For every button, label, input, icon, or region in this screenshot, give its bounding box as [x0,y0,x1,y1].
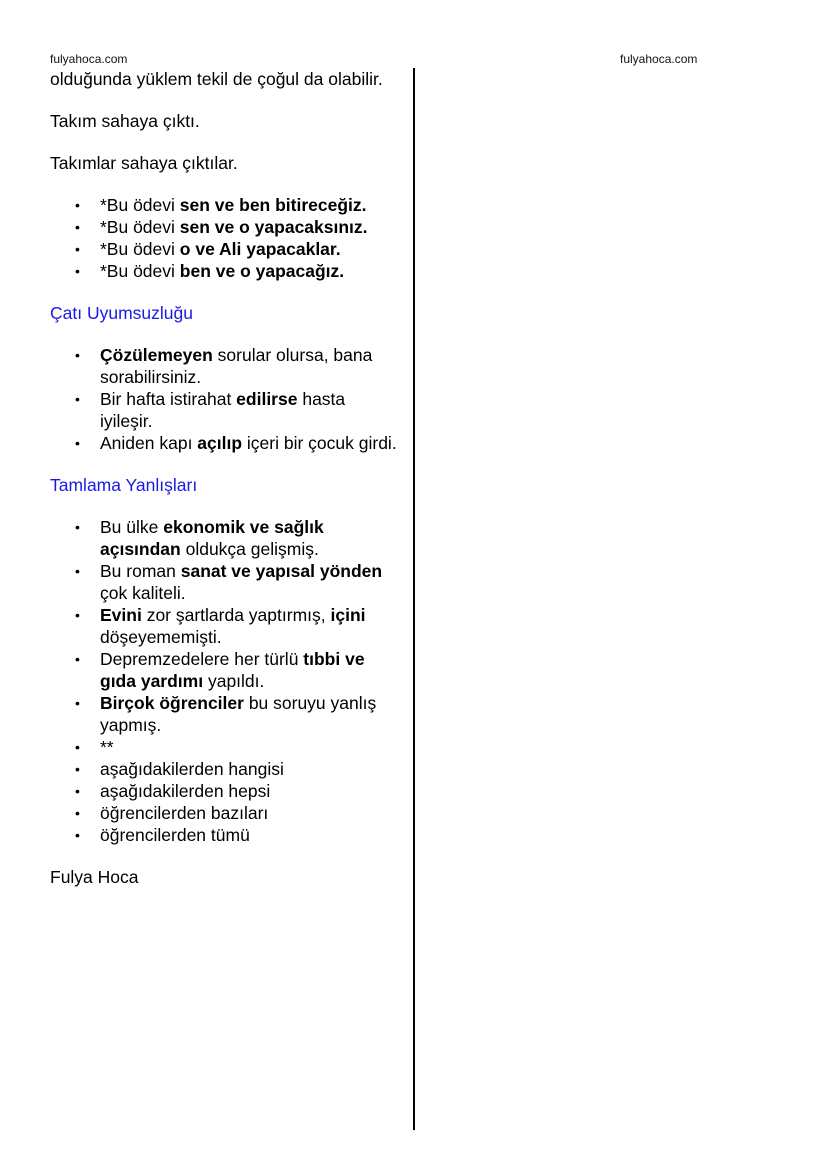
list-item: • ** [100,736,400,758]
list-item: • Birçok öğrenciler bu soruyu yanlış yapmış. [100,692,400,736]
column-divider [413,68,415,1130]
signature: Fulya Hoca [50,867,139,887]
section-heading-cati: Çatı Uyumsuzluğu [50,303,193,323]
list-item: • Bu ülke ekonomik ve sağlık açısından oldukça gelişmiş. [100,516,400,560]
list-item: • öğrencilerden bazıları [100,802,400,824]
list-item: • Bu roman sanat ve yapısal yönden çok kaliteli. [100,560,400,604]
list-item: • Aniden kapı açılıp içeri bir çocuk girdi. [100,432,400,454]
list-item: • *Bu ödevi ben ve o yapacağız. [100,260,400,282]
list-item: • Depremzedelere her türlü tıbbi ve gıda yardımı yapıldı. [100,648,400,692]
example-text: Takım sahaya çıktı. [50,111,200,131]
section-heading-tamlama: Tamlama Yanlışları [50,475,198,495]
main-column [50,68,400,888]
list-item: • Bir hafta istirahat edilirse hasta iyileşir. [100,388,400,432]
list-item: • Çözülemeyen sorular olursa, bana sorabilirsiniz. [100,344,400,388]
list-item: • aşağıdakilerden hangisi [100,758,400,780]
example-text: Takımlar sahaya çıktılar. [50,153,238,173]
header-left: fulyahoca.com [50,52,128,66]
list-item: • Evini zor şartlarda yaptırmış, içini döşeyememişti. [100,604,400,648]
intro-text: olduğunda yüklem tekil de çoğul da olabilir. [50,69,383,89]
list-item: • *Bu ödevi sen ve o yapacaksınız. [100,216,400,238]
list-item: • öğrencilerden tümü [100,824,400,846]
header-right: fulyahoca.com [620,52,698,66]
list-item: • *Bu ödevi sen ve ben bitireceğiz. [100,194,400,216]
list-item: • *Bu ödevi o ve Ali yapacaklar. [100,238,400,260]
voice-mismatch-list [50,344,400,454]
compound-error-list [50,516,400,846]
agreement-example-list [50,194,400,282]
list-item: • aşağıdakilerden hepsi [100,780,400,802]
